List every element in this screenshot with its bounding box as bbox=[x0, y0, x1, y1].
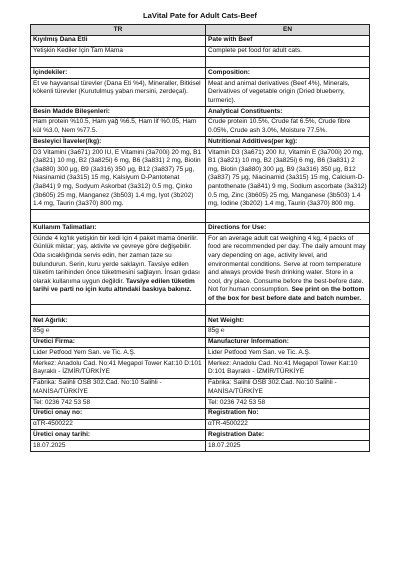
registration-value-row bbox=[31, 419, 370, 430]
product-desc-row bbox=[31, 46, 370, 57]
manufacturer-line-row bbox=[31, 378, 370, 397]
net-weight-label-tr: Net Ağırlık: bbox=[31, 316, 206, 327]
product-name-tr: Kıyılmış Dana Etli bbox=[31, 35, 206, 46]
ingredients-label-tr: İçindekiler: bbox=[31, 68, 206, 79]
document-title: LaVital Pate for Adult Cats-Beef bbox=[143, 11, 257, 20]
header-en: EN bbox=[206, 25, 370, 36]
manufacturer-factory-en: Fabrika: Salihli OSB 302.Cad. No:10 Salihli - MANİSA/TÜRKİYE bbox=[206, 378, 370, 397]
manufacturer-factory-tr: Fabrika: Salihli OSB 302.Cad. No:10 Salihli - MANİSA/TÜRKİYE bbox=[31, 378, 206, 397]
directions-label-en: Directions for Use: bbox=[206, 223, 370, 234]
manufacturer-hq-en: Merkez: Anadolu Cad. No:41 Megapol Tower Kat:10 D:101 Bayraklı - İZMİR/TÜRKİYE bbox=[206, 359, 370, 378]
product-desc-en: Complete pet food for adult cats. bbox=[206, 46, 370, 57]
product-name-en: Pate with Beef bbox=[206, 35, 370, 46]
net-weight-value-row bbox=[31, 326, 370, 337]
reg-date-value-tr: 18.07.2025 bbox=[31, 441, 206, 452]
additives-label-tr: Besleyici İlaveler(/kg): bbox=[31, 137, 206, 148]
manufacturer-phone-en: Tel: 0236 742 53 58 bbox=[206, 397, 370, 408]
manufacturer-phone-tr: Tel: 0236 742 53 58 bbox=[31, 397, 206, 408]
analytical-label-row bbox=[31, 107, 370, 118]
reg-date-value-row bbox=[31, 441, 370, 452]
directions-text-row bbox=[31, 234, 370, 305]
reg-date-label-en: Registration Date: bbox=[206, 430, 370, 441]
spacer-row bbox=[31, 210, 370, 223]
product-name-row bbox=[31, 35, 370, 46]
net-weight-value-en: 85g ℮ bbox=[206, 326, 370, 337]
net-weight-label-row bbox=[31, 316, 370, 327]
reg-date-value-en: 18.07.2025 bbox=[206, 441, 370, 452]
registration-label-en: Registration No: bbox=[206, 408, 370, 419]
manufacturer-line-row bbox=[31, 397, 370, 408]
net-weight-label-en: Net Weight: bbox=[206, 316, 370, 327]
additives-label-en: Nutritional Additives(per kg): bbox=[206, 137, 370, 148]
directions-body-tr: Günde 4 kg'lık yetişkin bir kedi için 4 paket mama önerilir. Günlük miktar; yaş, aktivite ve çevreye göre değişebilir. Oda sıcaklığında servis edin, her zaman taze su bulundurun. Serin, kuru yerde saklayın. Tavsiye edilen tüketim tarihinden önce tüketmesini sağlayın. İnsan gıdası olarak kullanıma uygun değildir. bbox=[33, 234, 200, 285]
additives-text-row bbox=[31, 148, 370, 210]
analytical-text-en: Crude protein 10.5%, Crude fat 6.5%, Crude fibre 0.05%, Crude ash 3.0%, Moisture 77.5%. bbox=[206, 117, 370, 136]
registration-value-tr: αTR-4500222 bbox=[31, 419, 206, 430]
analytical-text-tr: Ham protein %10.5, Ham yağ %6.5, Ham lif %0.05, Ham kül %3.0, Nem %77.5. bbox=[31, 117, 206, 136]
manufacturer-company-tr: Lider Petfood Yem San. ve Tic. A.Ş. bbox=[31, 348, 206, 359]
product-desc-tr: Yetişkin Kediler İçin Tam Mama bbox=[31, 46, 206, 57]
manufacturer-company-en: Lider Petfood Yem San. ve Tic. A.Ş. bbox=[206, 348, 370, 359]
manufacturer-label-row bbox=[31, 337, 370, 348]
additives-label-row bbox=[31, 137, 370, 148]
registration-label-tr: Üretici onay no: bbox=[31, 408, 206, 419]
additives-text-en: Vitamin D3 (3a671) 200 IU, Vitamin E (3a700i) 20 mg, B1 (3a821) 10 mg, B2 (3a825i) 6 mg, B6 (3a831) 2 mg, Biotin (3a880) 300 μg, B9 (3a316) 350 μg, B12 (3a837) 75 μg, Niacinamid (3a315) 15 mg, Calcium-D-pantothenate (3a841) 9 mg, Sodium ascorbate (3a312) 0.5 mg, Zinc (3b605) 25 mg, Manganese (3b503) 1.4 mg, Iodine (3b202) 1.4 mg, Taurin (3a370) 800 mg. bbox=[206, 148, 370, 210]
ingredients-label-en: Composition: bbox=[206, 68, 370, 79]
analytical-label-tr: Besin Madde Bileşenleri: bbox=[31, 107, 206, 118]
analytical-label-en: Analytical Constituents: bbox=[206, 107, 370, 118]
ingredients-label-row bbox=[31, 68, 370, 79]
net-weight-value-tr: 85g ℮ bbox=[31, 326, 206, 337]
ingredients-text-tr: Et ve hayvansal türevler (Dana Eti %4), Mineraller, Bitkisel kökenli türevler (Kurutulmuş yaban mersini, zerdeçal). bbox=[31, 79, 206, 107]
additives-text-tr: D3 Vitamini (3a671) 200 IU, E Vitamini (3a700i) 20 mg, B1 (3a821) 10 mg, B2 (3a825i) 6 mg, B6 (3a831) 2 mg, Biotin (3a880) 300 μg, B9 (3a316) 350 μg, B12 (3a837) 75 μg, Niasinamid (3a315) 15 mg, Kalsiyum D-Pantotenat (3a841) 9 mg, Sodyum Askorbat (3a312) 0.5 mg, Çinko (3b605) 25 mg, Manganez (3b503) 1.4 mg, Iyot (3b202) 1.4 mg, Taurin (3a370) 800 mg. bbox=[31, 148, 206, 210]
language-header-row bbox=[31, 25, 370, 36]
registration-value-en: αTR-4500222 bbox=[206, 419, 370, 430]
directions-body-en: For an average adult cat weighing 4 kg, 4 packs of food are recommended per day. The daily amount may vary depending on age, activity level, and environmental conditions. Serve at room temperature and always provide fresh drinking water. Store in a cool, dry place. Consume before the best-before date. Not for human consumption. bbox=[208, 234, 366, 294]
header-tr: TR bbox=[31, 25, 206, 36]
reg-date-label-row bbox=[31, 430, 370, 441]
directions-label-row bbox=[31, 223, 370, 234]
directions-bold-tr: Tavsiye edilen tüketim tarihi ve parti no için kutu altındaki baskıya bakınız. bbox=[33, 277, 195, 294]
directions-text-tr bbox=[31, 234, 206, 305]
ingredients-text-row bbox=[31, 79, 370, 107]
reg-date-label-tr: Üretici onay tarihi: bbox=[31, 430, 206, 441]
spacer-row bbox=[31, 305, 370, 316]
manufacturer-label-en: Manufacturer Information: bbox=[206, 337, 370, 348]
label-table bbox=[30, 24, 370, 452]
spacer-row bbox=[31, 57, 370, 68]
manufacturer-hq-tr: Merkez: Anadolu Cad. No:41 Megapol Tower Kat:10 D:101 Bayraklı - İZMİR/TÜRKİYE bbox=[31, 359, 206, 378]
manufacturer-label-tr: Üretici Firma: bbox=[31, 337, 206, 348]
analytical-text-row bbox=[31, 117, 370, 136]
directions-label-tr: Kullanım Talimatları: bbox=[31, 223, 206, 234]
ingredients-text-en: Meat and animal derivatives (Beef 4%), Minerals, Derivatives of vegetable origin (Dried blueberry, turmeric). bbox=[206, 79, 370, 107]
registration-label-row bbox=[31, 408, 370, 419]
manufacturer-line-row bbox=[31, 359, 370, 378]
directions-bold-en: See print on the bottom of the box for best before date and batch number. bbox=[208, 286, 365, 302]
manufacturer-line-row bbox=[31, 348, 370, 359]
directions-text-en bbox=[206, 234, 370, 305]
